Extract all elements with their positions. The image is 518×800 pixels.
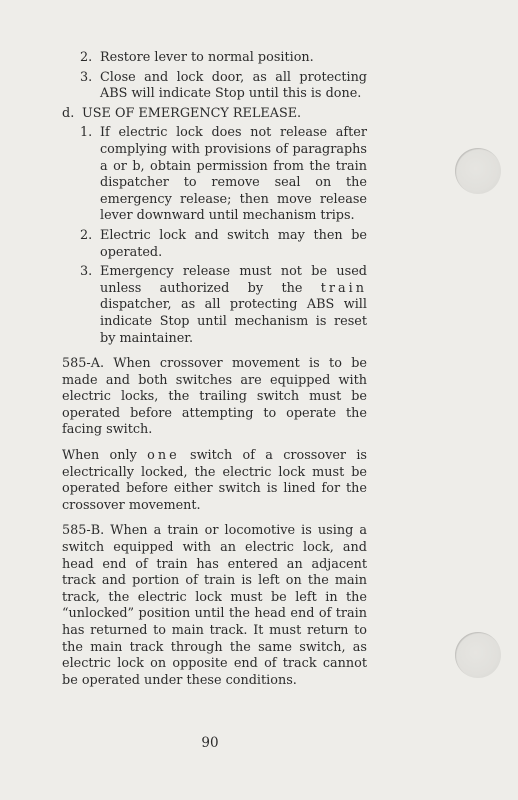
- list-item: [62, 125, 367, 225]
- paragraph-585b: 585-B. When a train or locomotive is using a switch equipped with an electric lock, and head end of train has entered an adjacent track and portion of train is left on the main track, the electric lock must be left in the “unlocked” position until the head end of train has returned to main track. It must return to the main track through the same switch, as electric lock on opposite end of track cannot be operated under these conditions.: [62, 523, 367, 688]
- item-text: Restore lever to normal position.: [100, 50, 314, 65]
- page-number: 90: [201, 735, 219, 751]
- section-label: d.: [62, 105, 75, 121]
- spaced-word: one: [147, 448, 180, 464]
- item-text: [100, 264, 367, 347]
- item-number: 2.: [80, 227, 93, 243]
- section-heading: [62, 106, 367, 123]
- list-item: [62, 50, 367, 67]
- text-run: switch of a crossover is electrically locked, the electric lock must be operated before either switch is lined for the crossover movement.: [62, 448, 367, 513]
- item-text: If electric lock does not release after complying with provisions of paragraphs a or b, obtain permission from the train dispatcher to remove seal on the emergency release; then move release lever downward until mechanism trips.: [100, 125, 367, 224]
- section-title: USE OF EMERGENCY RELEASE.: [82, 105, 302, 121]
- text-run: When only: [62, 448, 148, 464]
- item-number: 3.: [80, 264, 93, 280]
- paragraph-one-switch: [62, 448, 367, 514]
- text-run: Emergency release must not be used unless authorized by the: [100, 264, 367, 296]
- spaced-word: train: [320, 280, 367, 296]
- list-item: [62, 70, 367, 103]
- binder-hole-bottom: [455, 632, 501, 678]
- item-number: 3.: [80, 69, 93, 85]
- list-item: [62, 264, 367, 347]
- item-number: 2.: [80, 50, 93, 65]
- binder-hole-top: [455, 148, 501, 194]
- rule-text-column: [62, 50, 367, 689]
- paragraph-585a: 585-A. When crossover movement is to be made and both switches are equipped with electric locks, the trailing switch must be operated before attempting to operate the facing switch.: [62, 356, 367, 438]
- item-text: Electric lock and switch may then be operated.: [100, 227, 367, 260]
- text-run: dispatcher, as all protecting ABS will indicate Stop until mechanism is reset by maintainer.: [100, 297, 367, 346]
- item-number: 1.: [80, 125, 93, 141]
- list-item: [62, 228, 367, 261]
- item-text: Close and lock door, as all protecting ABS will indicate Stop until this is done.: [100, 69, 367, 102]
